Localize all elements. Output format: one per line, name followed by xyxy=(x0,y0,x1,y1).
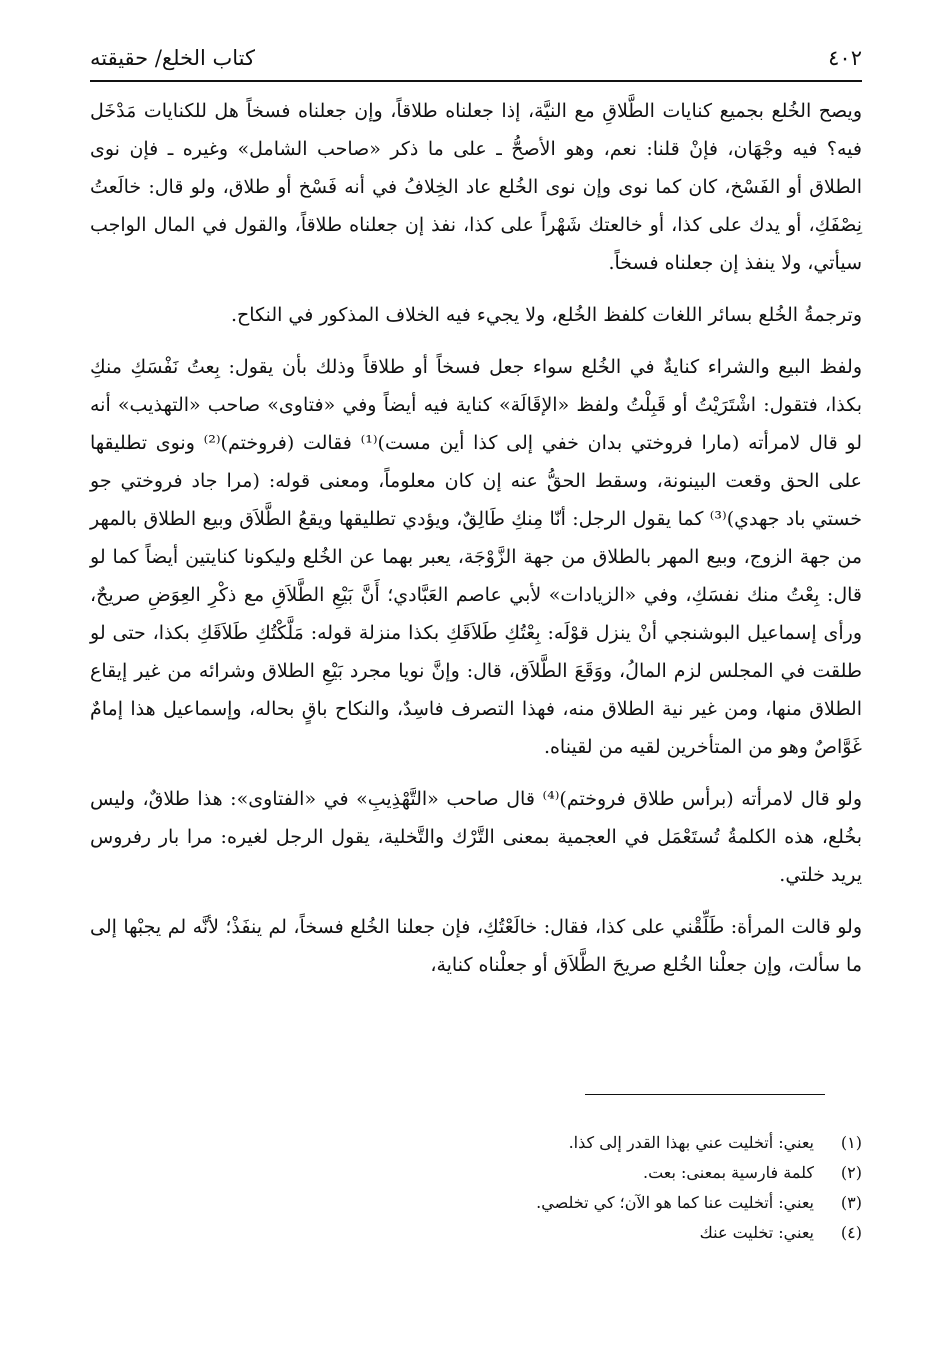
footnote-divider xyxy=(585,1094,825,1095)
paragraph: ولو قال لامرأته (برأس طلاق فروختم)⁽⁴⁾ قال صاحب «التَّهْذِيبِ» في «الفتاوى»: هذا طلاقٌ، وليس بخُلع، هذه الكلمةُ تُستَعْمَل في العجمية بمعنى التَّرْك والتَّخلية، يقول الرجل لغيره: مرا بار رفروس يريد خلتي. xyxy=(90,788,862,886)
paragraph: ويصح الخُلع بجميع كنايات الطَّلاقِ مع النيَّة، إذا جعلناه طلاقاً، وإن جعلناه فسخاً هل للكنايات مَدْخَل فيه؟ فيه وجْهَان، فإنْ قلنا: نعم، وهو الأصحُّ ـ على ما ذكر «صاحب الشامل» وغيره ـ فإن نوى الطلاق أو الفَسْخ، كان كما نوى وإن نوى الخُلع عاد الخِلافُ في أنه فَسْخ أو طلاق، ولو قال: خالَعتُ نِصْفَكِ، أو يدك على كذا، أو خالعتك شَهْراً على كذا، نفذ إن جعلناه طلاقاً، والقول في المال الواجب سيأتي، ولا ينفذ إن جعلناه فسخاً. xyxy=(90,100,862,274)
footnote-text: كلمة فارسية بمعنى: بعت. xyxy=(642,1163,814,1182)
footnote xyxy=(90,1158,862,1188)
footnote-number: (٣) xyxy=(840,1193,862,1212)
footnotes xyxy=(90,1128,862,1248)
footnote-text: يعني: أتخليت عنا كما هو الآن؛ كي تخلصي. xyxy=(536,1193,814,1212)
footnote-number: (٤) xyxy=(840,1223,862,1242)
page-number: ٤٠٢ xyxy=(828,46,862,70)
header-divider xyxy=(90,80,862,82)
page-header xyxy=(90,40,862,76)
footnote-text: يعني: أتخليت عني بهذا القدر إلى كذا. xyxy=(568,1133,814,1152)
footnote xyxy=(90,1128,862,1158)
footnote-number: (٢) xyxy=(840,1163,862,1182)
footnote-text: يعني: تخليت عنك xyxy=(699,1223,814,1242)
footnote xyxy=(90,1188,862,1218)
footnote-number: (١) xyxy=(840,1133,862,1152)
main-text xyxy=(90,92,862,998)
paragraph: ولو قالت المرأة: طَلِّقْني على كذا، فقال: خالَعْتُكِ، فإن جعلنا الخُلع فسخاً، لم ينفَذْ؛ لأنَّه لم يجبْها إلى ما سألت، وإن جعلْنا الخُلع صريحَ الطَّلاَق أو جعلْناه كناية، xyxy=(90,916,862,976)
running-title: كتاب الخلع/ حقيقته xyxy=(90,46,256,70)
footnote xyxy=(90,1218,862,1248)
paragraph: ولفظ البيع والشراء كنايةٌ في الخُلع سواء جعل فسخاً أو طلاقاً وذلك بأن يقول: بِعتُ نَفْسَكِ منكِ بكذا، فتقول: اشْتَرَيْتُ أو قَبِلْتُ ولفظ «الإقَالَة» كناية فيه أيضاً وفي «فتاوى» صاحب «التهذيب» أنه لو قال لامرأته (مارا فروختي بدان خفي إلى كذا أين مست)⁽¹⁾ فقالت (فروختم)⁽²⁾ ونوى تطليقها على الحق وقعت البينونة، وسقط الحقُّ عنه إن كان معلوماً، ومعنى قوله: (مرا جاد فروختي جو خستي باد جهدي)⁽³⁾ كما يقول الرجل: أنّا مِنكِ طَالِقٌ، ويؤدي تطليقها ويقعُ الطَّلاَق وبيع الطلاق بالمهر من جهة الزوج، وبيع المهر بالطلاق من جهة الزَّوْجَة، يعبر بهما عن الخُلع وليكونا كنايتين أيضاً كما لو قال: بِعْتُ منك نفسَكِ، وفي «الزيادات» لأبي عاصم العَبَّادي؛ أَنَّ بَيْعِ الطَّلاَقِ مع ذكْرِ العِوَضِ صريحٌ، ورأى إسماعيل البوشنجي أنْ ينزل قوْلَه: بِعْتُكِ طَلاَقَكِ بكذا منزلة قوله: مَلَّكْتُكِ طَلاَقَكِ بكذا، حتى لو طلقت في المجلس لزم المالُ، ووَقَعَ الطَّلاَق، قال: وإنَّ نويا مجرد بَيْعِ الطلاق وشرائه من غير إيقاع الطلاق منها، ومن غير نية الطلاق منه، فهذا التصرف فاسِدٌ، والنكاح باقٍ بحاله، وإسماعيل هذا إمامٌ غَوَّاصٌ وهو من المتأخرين لقيه من لقيناه. xyxy=(90,356,862,758)
paragraph: وترجمةُ الخُلع بسائر اللغات كلفظ الخُلع، ولا يجيء فيه الخلاف المذكور في النكاح. xyxy=(231,304,862,326)
